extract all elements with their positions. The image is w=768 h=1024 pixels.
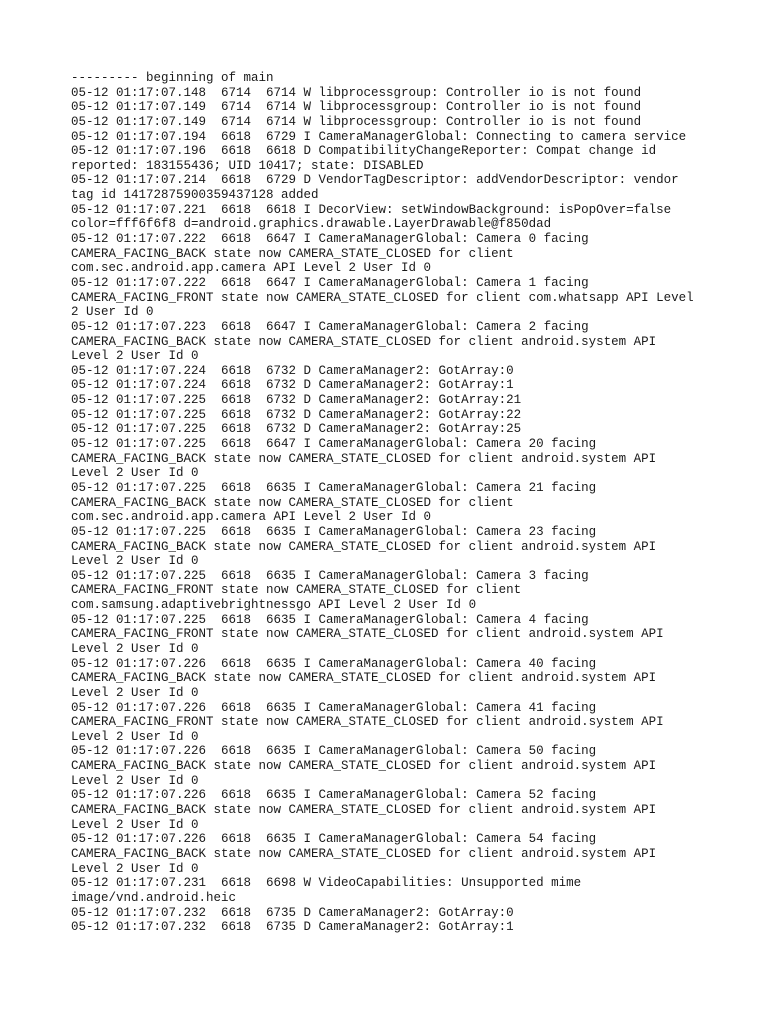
log-line: Level 2 User Id 0 (71, 641, 199, 656)
log-line: 05-12 01:17:07.222 6618 6647 I CameraManagerGlobal: Camera 1 facing (71, 275, 589, 290)
log-line: Level 2 User Id 0 (71, 817, 199, 832)
log-line: image/vnd.android.heic (71, 890, 237, 905)
log-line: Level 2 User Id 0 (71, 554, 199, 569)
log-line: 05-12 01:17:07.225 6618 6635 I CameraManagerGlobal: Camera 4 facing (71, 612, 589, 627)
log-line: Level 2 User Id 0 (71, 861, 199, 876)
log-line: 05-12 01:17:07.226 6618 6635 I CameraManagerGlobal: Camera 50 facing (71, 744, 597, 759)
log-line: 05-12 01:17:07.225 6618 6732 D CameraManager2: GotArray:21 (71, 393, 522, 408)
log-line: reported: 183155436; UID 10417; state: DISABLED (71, 158, 424, 173)
log-line: 05-12 01:17:07.226 6618 6635 I CameraManagerGlobal: Camera 52 facing (71, 788, 597, 803)
log-line: Level 2 User Id 0 (71, 685, 199, 700)
log-line: CAMERA_FACING_BACK state now CAMERA_STATE_CLOSED for client android.system API (71, 803, 657, 818)
log-document (71, 71, 711, 935)
log-line: --------- beginning of main (71, 71, 274, 85)
log-line: Level 2 User Id 0 (71, 729, 199, 744)
log-line: 05-12 01:17:07.226 6618 6635 I CameraManagerGlobal: Camera 41 facing (71, 700, 597, 715)
log-line: 05-12 01:17:07.148 6714 6714 W libprocessgroup: Controller io is not found (71, 85, 642, 100)
log-line: 05-12 01:17:07.225 6618 6647 I CameraManagerGlobal: Camera 20 facing (71, 437, 597, 452)
log-line: CAMERA_FACING_FRONT state now CAMERA_STATE_CLOSED for client com.whatsapp API Level (71, 290, 694, 305)
log-line: 05-12 01:17:07.226 6618 6635 I CameraManagerGlobal: Camera 54 facing (71, 832, 597, 847)
log-line: CAMERA_FACING_BACK state now CAMERA_STATE_CLOSED for client (71, 495, 514, 510)
log-line: 05-12 01:17:07.225 6618 6635 I CameraManagerGlobal: Camera 23 facing (71, 524, 597, 539)
log-line: color=fff6f6f8 d=android.graphics.drawable.LayerDrawable@f850dad (71, 217, 552, 232)
log-line: 05-12 01:17:07.226 6618 6635 I CameraManagerGlobal: Camera 40 facing (71, 656, 597, 671)
log-line: 05-12 01:17:07.225 6618 6732 D CameraManager2: GotArray:25 (71, 422, 522, 437)
log-line: com.samsung.adaptivebrightnessgo API Level 2 User Id 0 (71, 598, 477, 613)
log-line: 05-12 01:17:07.222 6618 6647 I CameraManagerGlobal: Camera 0 facing (71, 232, 589, 247)
log-line: 05-12 01:17:07.194 6618 6729 I CameraManagerGlobal: Connecting to camera service (71, 129, 687, 144)
log-line: 05-12 01:17:07.196 6618 6618 D CompatibilityChangeReporter: Compat change id (71, 144, 657, 159)
log-line: 05-12 01:17:07.149 6714 6714 W libprocessgroup: Controller io is not found (71, 114, 642, 129)
log-line: CAMERA_FACING_FRONT state now CAMERA_STATE_CLOSED for client (71, 583, 522, 598)
log-line: 05-12 01:17:07.214 6618 6729 D VendorTagDescriptor: addVendorDescriptor: vendor (71, 173, 679, 188)
log-line: CAMERA_FACING_BACK state now CAMERA_STATE_CLOSED for client android.system API (71, 334, 657, 349)
log-line: CAMERA_FACING_BACK state now CAMERA_STATE_CLOSED for client android.system API (71, 846, 657, 861)
log-line: CAMERA_FACING_BACK state now CAMERA_STATE_CLOSED for client android.system API (71, 759, 657, 774)
log-line: 05-12 01:17:07.224 6618 6732 D CameraManager2: GotArray:0 (71, 363, 514, 378)
log-line: 2 User Id 0 (71, 305, 154, 320)
log-line: Level 2 User Id 0 (71, 466, 199, 481)
log-line: tag id 14172875900359437128 added (71, 188, 319, 203)
log-line: 05-12 01:17:07.221 6618 6618 I DecorView: setWindowBackground: isPopOver=false (71, 202, 672, 217)
log-line: CAMERA_FACING_BACK state now CAMERA_STATE_CLOSED for client android.system API (71, 451, 657, 466)
log-line: com.sec.android.app.camera API Level 2 User Id 0 (71, 261, 432, 276)
log-line: 05-12 01:17:07.225 6618 6635 I CameraManagerGlobal: Camera 3 facing (71, 568, 589, 583)
log-line: 05-12 01:17:07.225 6618 6732 D CameraManager2: GotArray:22 (71, 407, 522, 422)
log-line: 05-12 01:17:07.224 6618 6732 D CameraManager2: GotArray:1 (71, 378, 514, 393)
log-line: 05-12 01:17:07.149 6714 6714 W libprocessgroup: Controller io is not found (71, 100, 642, 115)
log-line: 05-12 01:17:07.232 6618 6735 D CameraManager2: GotArray:0 (71, 905, 514, 920)
log-line: Level 2 User Id 0 (71, 773, 199, 788)
log-line: CAMERA_FACING_BACK state now CAMERA_STATE_CLOSED for client android.system API (71, 539, 657, 554)
log-line: Level 2 User Id 0 (71, 349, 199, 364)
log-line: com.sec.android.app.camera API Level 2 User Id 0 (71, 510, 432, 525)
log-line: 05-12 01:17:07.225 6618 6635 I CameraManagerGlobal: Camera 21 facing (71, 480, 597, 495)
log-line: 05-12 01:17:07.232 6618 6735 D CameraManager2: GotArray:1 (71, 920, 514, 935)
log-line: CAMERA_FACING_FRONT state now CAMERA_STATE_CLOSED for client android.system API (71, 627, 664, 642)
log-line: 05-12 01:17:07.223 6618 6647 I CameraManagerGlobal: Camera 2 facing (71, 319, 589, 334)
log-line: CAMERA_FACING_BACK state now CAMERA_STATE_CLOSED for client (71, 246, 514, 261)
log-line: 05-12 01:17:07.231 6618 6698 W VideoCapabilities: Unsupported mime (71, 876, 582, 891)
log-line: CAMERA_FACING_BACK state now CAMERA_STATE_CLOSED for client android.system API (71, 671, 657, 686)
log-line: CAMERA_FACING_FRONT state now CAMERA_STATE_CLOSED for client android.system API (71, 715, 664, 730)
